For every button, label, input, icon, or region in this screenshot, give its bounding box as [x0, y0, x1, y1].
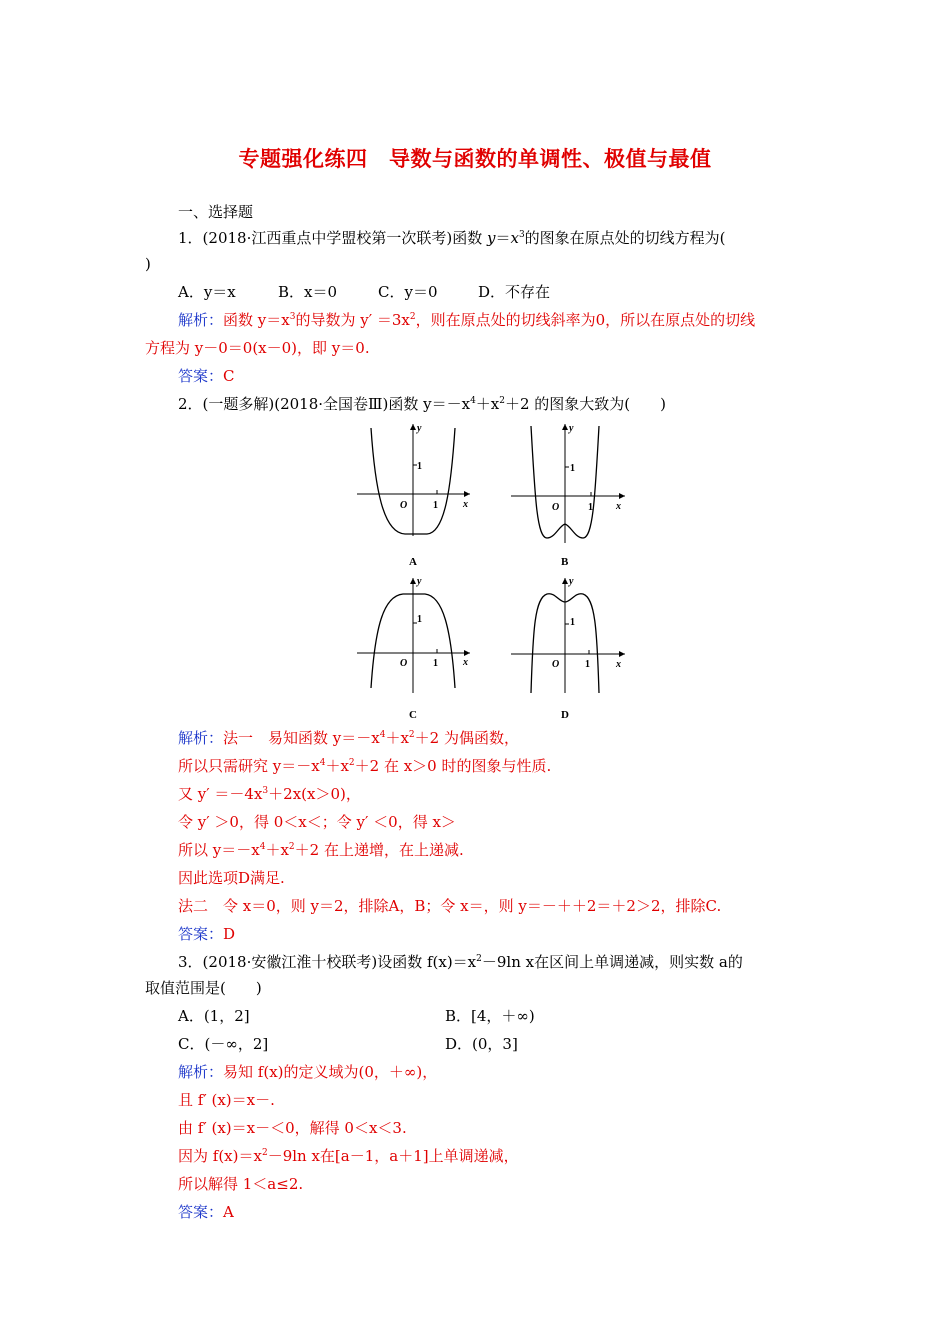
q1-stem-eq: ＝: [495, 229, 511, 247]
q3-option-b: B．[4，＋∞): [445, 1007, 535, 1025]
q3-l4-exp: 2: [261, 1148, 268, 1158]
q1-option-d: D．不存在: [478, 283, 551, 301]
q3-analysis-line3: 由 f′ (x)＝x－＜0，解得 0＜x＜3.: [178, 1119, 407, 1137]
q3-answer-value: A: [223, 1203, 234, 1221]
graph-d-tick-x: 1: [585, 659, 590, 670]
q1-answer: [178, 366, 235, 386]
q3-stem-b: －9ln x在区间上单调递减，则实数 a的: [481, 953, 743, 971]
graph-d-y-label: y: [569, 576, 574, 587]
q1-analysis-label: 解析：: [178, 311, 224, 329]
q2-l5-c: ＋2 在上递增，在上递减.: [294, 841, 464, 859]
graph-b-tick-y: 1: [570, 463, 575, 474]
q2-analysis-line6: 因此选项D满足.: [178, 869, 285, 887]
q2-l2-c: ＋2 在 x＞0 时的图象与性质.: [354, 757, 552, 775]
q1-stem-exp: 3: [518, 230, 525, 240]
q2-graphs-figure: [345, 418, 635, 724]
q3-analysis-line1: [178, 1062, 437, 1082]
q2-l2-a: 所以只需研究 y＝－x: [178, 757, 320, 775]
q2-l1-b: ＋x: [385, 729, 409, 747]
q2-l2-b: ＋x: [325, 757, 349, 775]
q2-l1-exp1: 4: [379, 730, 386, 740]
q3-analysis-line2: 且 f′ (x)＝x－.: [178, 1091, 275, 1109]
q3-l4-a: 因为 f(x)＝x: [178, 1147, 262, 1165]
q1-option-a: A．y＝x: [178, 283, 236, 301]
q3-analysis-line4: [178, 1146, 519, 1166]
q1-analysis-exp2: 2: [409, 312, 416, 322]
q2-analysis-line5: [178, 840, 464, 860]
q2-l5-b: ＋x: [265, 841, 289, 859]
q2-l2-exp1: 4: [319, 758, 326, 768]
q2-stem-exp2: 2: [499, 396, 505, 406]
graph-c-x-label: x: [463, 657, 468, 668]
q1-answer-value: C: [223, 367, 235, 385]
q2-l5-exp1: 4: [259, 842, 266, 852]
q2-stem-text-b: ＋x: [475, 395, 500, 413]
q2-l1-c: ＋2 为偶函数，: [414, 729, 519, 747]
q1-analysis-line2: 方程为 y－0＝0(x－0)，即 y＝0.: [145, 339, 370, 357]
graph-c-tick-x: 1: [433, 658, 438, 669]
page-title: 专题强化练四 导数与函数的单调性、极值与最值: [238, 147, 712, 171]
q1-answer-label: 答案：: [178, 367, 224, 385]
q1-analysis-line1: [178, 310, 755, 330]
q1-stem-cont: ): [145, 255, 151, 273]
q3-stem-cont: 取值范围是( ): [145, 979, 262, 997]
q1-analysis-text-b: 的导数为 y′ ＝3x: [295, 311, 410, 329]
graph-c-tick-y: 1: [417, 614, 422, 625]
q3-stem-exp: 2: [476, 954, 482, 964]
q2-stem-exp1: 4: [470, 396, 476, 406]
graph-b-x-label: x: [616, 501, 621, 512]
q2-stem-text-a: 2．(一题多解)(2018·全国卷Ⅲ)函数 y＝－x: [178, 395, 471, 413]
q2-answer: [178, 924, 235, 944]
q3-analysis-label: 解析：: [178, 1063, 224, 1081]
q1-stem-var: y: [486, 229, 496, 247]
graph-d-origin: O: [552, 659, 560, 670]
q3-stem-a: 3．(2018·安徽江淮十校联考)设函数 f(x)＝x: [178, 953, 477, 971]
q1-option-b: B．x＝0: [278, 283, 338, 301]
graph-a-tick-y: 1: [417, 461, 422, 472]
q1-analysis-text-c: ，则在原点处的切线斜率为0，所以在原点处的切线: [415, 311, 756, 329]
q2-analysis-line2: [178, 756, 551, 776]
q3-option-d: D．(0，3]: [445, 1035, 518, 1053]
q3-l1: 易知 f(x)的定义域为(0，＋∞)，: [223, 1063, 438, 1081]
graph-a-x-label: x: [463, 499, 468, 510]
graph-a-y-label: y: [417, 423, 422, 434]
graph-b-label: B: [561, 556, 569, 568]
graph-a: [357, 423, 470, 536]
graph-c: [357, 576, 470, 693]
q1-option-c: C．y＝0: [378, 283, 438, 301]
q2-l3-a: 又 y′ ＝－4x: [178, 785, 263, 803]
graph-c-label: C: [409, 709, 417, 721]
q2-stem: [178, 394, 666, 414]
q1-stem: [178, 228, 726, 248]
q2-stem-text-c: ＋2 的图象大致为( ): [505, 395, 667, 413]
q1-stem-x: x: [510, 229, 519, 247]
q3-answer-label: 答案：: [178, 1203, 224, 1221]
q1-stem-text2: 的图象在原点处的切线方程为(: [524, 229, 726, 247]
graph-b-y-label: y: [569, 423, 574, 434]
q2-l3-b: ＋2x(x＞0)，: [268, 785, 361, 803]
graph-c-origin: O: [400, 658, 408, 669]
graph-a-label: A: [409, 556, 417, 568]
q2-l2-exp2: 2: [348, 758, 355, 768]
graph-b-origin: O: [552, 502, 560, 513]
q2-l5-exp2: 2: [288, 842, 295, 852]
graph-c-y-label: y: [417, 576, 422, 587]
q2-l1-exp2: 2: [408, 730, 415, 740]
q3-analysis-line5: 所以解得 1＜a≤2.: [178, 1175, 304, 1193]
graph-b: [511, 423, 625, 543]
q3-answer: [178, 1202, 234, 1222]
graph-d: [511, 576, 625, 693]
q2-answer-value: D: [223, 925, 236, 943]
graph-d-x-label: x: [616, 659, 621, 670]
graph-d-label: D: [561, 709, 569, 721]
graph-a-tick-x: 1: [433, 500, 438, 511]
q2-answer-label: 答案：: [178, 925, 224, 943]
q2-analysis-line7: 法二 令 x＝0，则 y＝2，排除A，B；令 x＝，则 y＝－＋＋2＝＋2＞2，排除C.: [178, 897, 722, 915]
q2-analysis-line1: [178, 728, 519, 748]
q2-l3-exp: 3: [262, 786, 269, 796]
q2-analysis-line3: [178, 784, 361, 804]
graph-a-origin: O: [400, 500, 408, 511]
q3-option-a: A．(1，2]: [178, 1007, 250, 1025]
graph-b-tick-x: 1: [588, 502, 593, 513]
section-heading: 一、选择题: [178, 203, 254, 221]
q2-l1-a: 法一 易知函数 y＝－x: [223, 729, 380, 747]
q3-stem: [178, 952, 743, 972]
q2-analysis-label: 解析：: [178, 729, 224, 747]
q3-l4-b: －9ln x在[a－1，a＋1]上单调递减，: [267, 1147, 519, 1165]
q1-analysis-exp1: 3: [289, 312, 296, 322]
q2-analysis-line4: 令 y′ ＞0，得 0＜x＜；令 y′ ＜0，得 x＞: [178, 813, 456, 831]
q3-option-c: C．(－∞，2]: [178, 1035, 269, 1053]
q1-analysis-text-a: 函数 y＝x: [223, 311, 290, 329]
q2-l5-a: 所以 y＝－x: [178, 841, 260, 859]
q1-stem-text: 1．(2018·江西重点中学盟校第一次联考)函数: [178, 229, 487, 247]
graph-d-tick-y: 1: [570, 617, 575, 628]
